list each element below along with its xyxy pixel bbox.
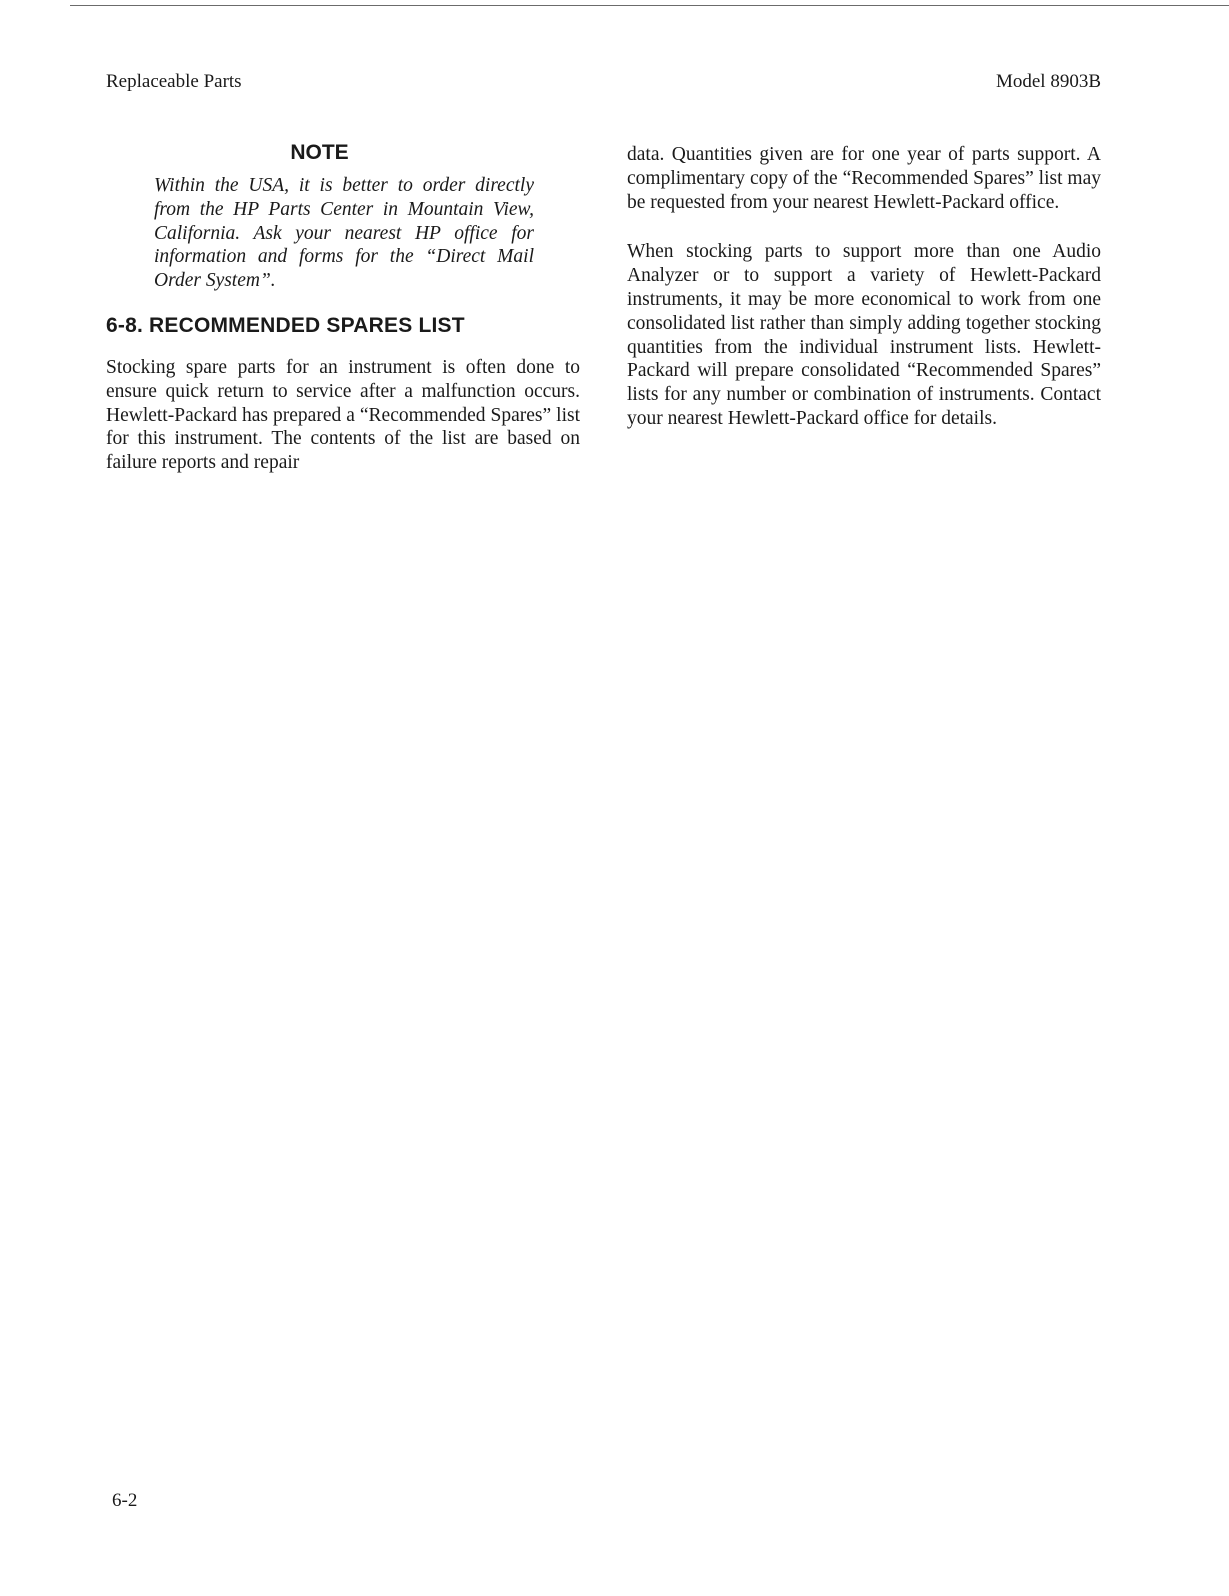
top-rule (70, 5, 1229, 6)
section-heading: 6-8. RECOMMENDED SPARES LIST (106, 313, 465, 337)
page-number: 6-2 (112, 1490, 138, 1511)
note-text: Within the USA, it is better to order directly from the HP Parts Center in Mountain View, California. Ask your nearest HP office for information and forms for the “Direct Mail Order System”. (154, 175, 534, 292)
paragraph-stocking-spares-part-2: data. Quantities given are for one year of parts support. A complimentary copy of the “Recommended Spares” list may be requested from your nearest Hewlett-Packard office. (627, 144, 1101, 213)
running-header-model: Model 8903B (995, 71, 1101, 92)
running-header-section: Replaceable Parts (106, 71, 242, 92)
note-block (106, 141, 580, 293)
right-column (627, 143, 1101, 431)
paragraph-consolidated-list: When stocking parts to support more than one Audio Analyzer or to support a variety of Hewlett-Packard instruments, it may be more economical to work from one consolidated list rather than simply adding together stocking quantities from the individual instrument lists. Hewlett-Packard will prepare consolidated “Recommended Spares” lists for any number or combination of instruments. Contact your nearest Hewlett-Packard office for details. (627, 241, 1101, 429)
left-column (106, 141, 580, 475)
paragraph-stocking-spares-part-1: Stocking spare parts for an instrument is often done to ensure quick return to service after a malfunction occurs. Hewlett-Packard has prepared a “Recommended Spares” list for this instrument. The contents of the list are based on failure reports and repair (106, 356, 580, 474)
note-title: NOTE (290, 141, 349, 164)
